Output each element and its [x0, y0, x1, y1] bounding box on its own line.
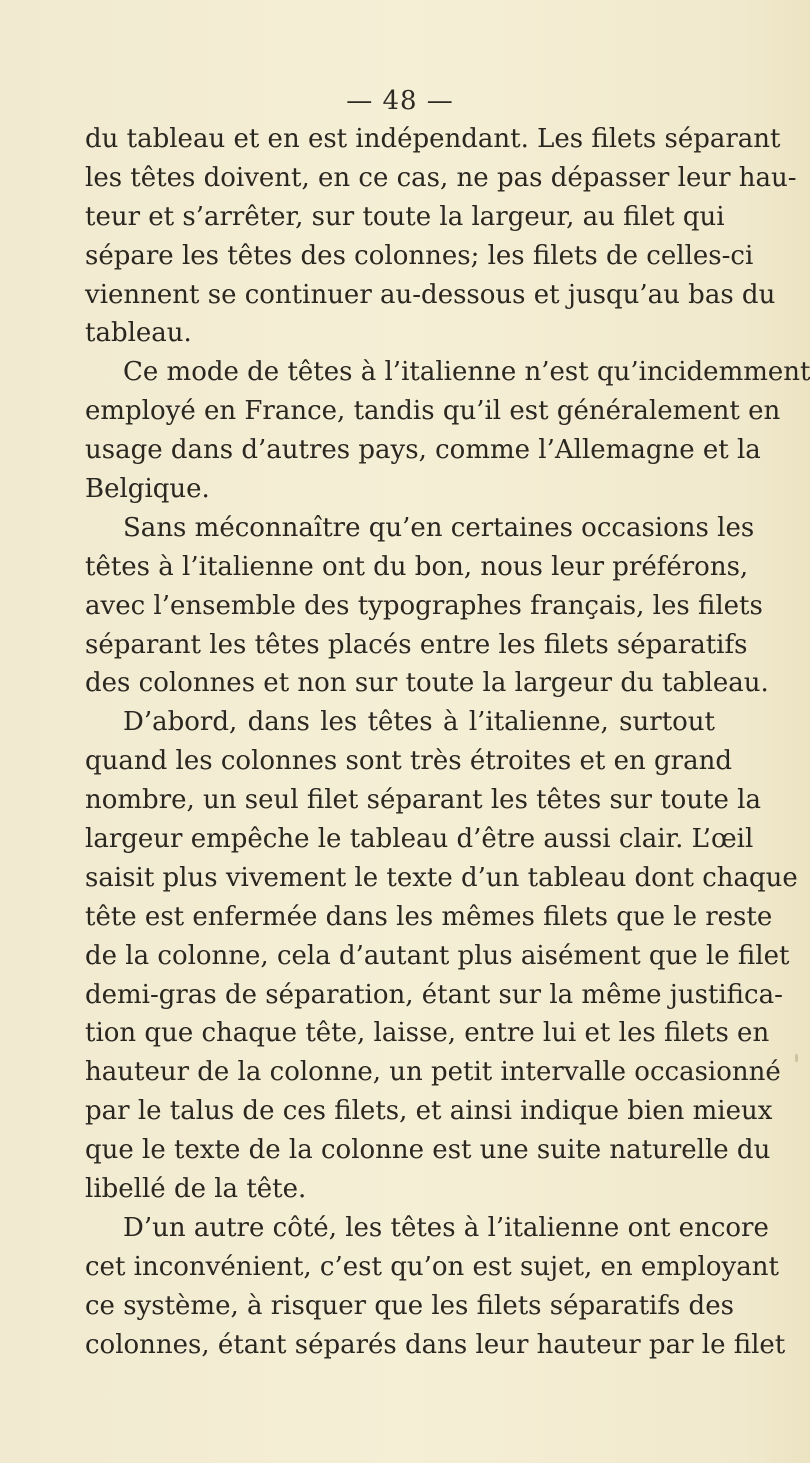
text-line: Ce mode de têtes à l’italienne n’est qu’incidemment: [123, 357, 810, 388]
text-line: du tableau et en est indépendant. Les filets séparant: [85, 124, 781, 154]
text-line: de la colonne, cela d’autant plus aisément que le filet: [85, 940, 790, 971]
text-line: des colonnes et non sur toute la largeur du tableau.: [85, 668, 769, 699]
text-line: Belgique.: [85, 474, 210, 505]
text-line: saisit plus vivement le texte d’un tableau dont chaque: [85, 862, 798, 893]
text-line: largeur empêche le tableau d’être aussi clair. L’œil: [85, 824, 754, 855]
text-line: ce système, à risquer que les filets séparatifs des: [85, 1290, 734, 1321]
text-line: tête est enfermée dans les mêmes filets que le reste: [85, 901, 773, 932]
text-line: demi-gras de séparation, étant sur la même justifica-: [85, 979, 783, 1010]
text-line: Sans méconnaître qu’en certaines occasions les: [123, 512, 755, 543]
text-line: quand les colonnes sont très étroites et en grand: [85, 746, 732, 777]
text-line: employé en France, tandis qu’il est généralement en: [85, 396, 781, 427]
page-number: — 48 —: [346, 86, 454, 116]
text-line: séparant les têtes placés entre les filets séparatifs: [85, 629, 748, 660]
text-line: par le talus de ces filets, et ainsi indique bien mieux: [85, 1096, 773, 1127]
text-line: D’abord, dans les têtes à l’italienne, surtout: [123, 707, 715, 738]
text-line: tableau.: [85, 318, 192, 349]
text-line: tion que chaque tête, laisse, entre lui et les filets en: [85, 1018, 770, 1049]
text-line: hauteur de la colonne, un petit intervalle occasionné: [85, 1057, 781, 1088]
text-line: têtes à l’italienne ont du bon, nous leur préférons,: [85, 551, 749, 582]
text-line: nombre, un seul filet séparant les têtes sur toute la: [85, 785, 761, 816]
text-line: cet inconvénient, c’est qu’on est sujet, en employant: [85, 1251, 779, 1282]
text-line: les têtes doivent, en ce cas, ne pas dépasser leur hau-: [85, 162, 797, 193]
text-line: avec l’ensemble des typographes français, les filets: [85, 590, 763, 621]
paper-speck: [795, 1054, 798, 1062]
text-line: libellé de la tête.: [85, 1174, 307, 1205]
text-line: usage dans d’autres pays, comme l’Allemagne et la: [85, 435, 761, 466]
text-line: teur et s’arrêter, sur toute la largeur, au filet qui: [85, 201, 725, 232]
text-line: sépare les têtes des colonnes; les filets de celles-ci: [85, 240, 754, 271]
text-line: viennent se continuer au-dessous et jusqu’au bas du: [85, 279, 776, 310]
text-line: colonnes, étant séparés dans leur hauteur par le filet: [85, 1329, 786, 1360]
text-line: que le texte de la colonne est une suite naturelle du: [85, 1135, 771, 1166]
body-text: [85, 120, 810, 1365]
text-line: D’un autre côté, les têtes à l’italienne ont encore: [123, 1212, 769, 1243]
